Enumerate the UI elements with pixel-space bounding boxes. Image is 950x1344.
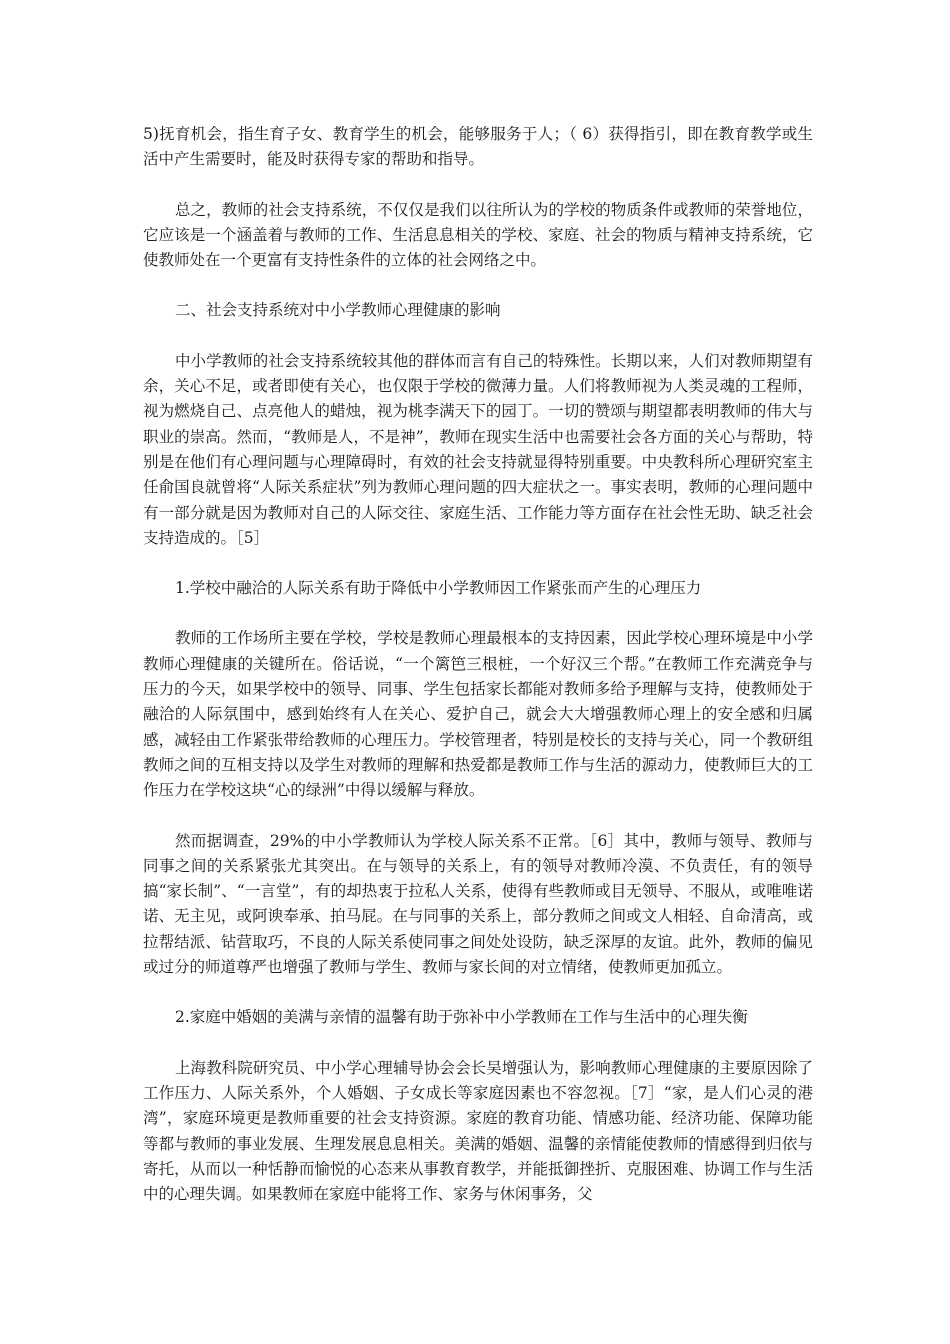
subsection-heading-1: 1.学校中融洽的人际关系有助于降低中小学教师因工作紧张而产生的心理压力 (175, 579, 702, 598)
paragraph-body: 然而据调查，29%的中小学教师认为学校人际关系不正常。［6］其中，教师与领导、教师与同事之间的关系紧张尤其突出。在与领导的关系上，有的领导对教师冷漠、不负责任，有的领导搞“家长制”、“一言堂”，有的却热衷于拉私人关系，使得有些教师或目无领导、不服从，或唯唯诺诺、无主见，或阿谀奉承、拍马屁。在与同事的关系上，部分教师之间或文人相轻、自命清高，或拉帮结派、钻营取巧，不良的人际关系使同事之间处处设防，缺乏深厚的友谊。此外，教师的偏见或过分的师道尊严也增强了教师与学生、教师与家长间的对立情绪，使教师更加孤立。 (143, 831, 813, 977)
paragraph-gap (143, 551, 813, 576)
paragraph-gap (143, 980, 813, 1005)
document-body (143, 122, 813, 1207)
subsection-heading-2: 2.家庭中婚姻的美满与亲情的温馨有助于弥补中小学教师在工作与生活中的心理失衡 (175, 1008, 748, 1027)
paragraph-gap (143, 804, 813, 829)
paragraph-gap (143, 601, 813, 626)
paragraph-gap (143, 324, 813, 349)
paragraph-gap (143, 1031, 813, 1056)
paragraph-continuation: 5)抚育机会，指生育子女、教育学生的机会，能够服务于人；（ 6）获得指引，即在教育教学或生活中产生需要时，能及时获得专家的帮助和指导。 (143, 125, 813, 169)
paragraph-body: 教师的工作场所主要在学校，学校是教师心理最根本的支持因素，因此学校心理环境是中小学教师心理健康的关键所在。俗话说，“一个篱笆三根桩，一个好汉三个帮。”在教师工作充满竞争与压力的今天，如果学校中的领导、同事、学生包括家长都能对教师多给予理解与支持，使教师处于融洽的人际氛围中，感到始终有人在关心、爱护自己，就会大大增强教师心理上的安全感和归属感，减轻由工作紧张带给教师的心理压力。学校管理者，特别是校长的支持与关心，同一个教研组教师之间的互相支持以及学生对教师的理解和热爱都是教师工作与生活的源动力，使教师巨大的工作压力在学校这块“心的绿洲”中得以缓解与释放。 (143, 629, 813, 800)
paragraph-gap (143, 173, 813, 198)
paragraph-gap (143, 273, 813, 298)
paragraph-body: 中小学教师的社会支持系统较其他的群体而言有自己的特殊性。长期以来，人们对教师期望有余，关心不足，或者即使有关心，也仅限于学校的微薄力量。人们将教师视为人类灵魂的工程师，视为燃烧自己、点亮他人的蜡烛，视为桃李满天下的园丁。一切的赞颂与期望都表明教师的伟大与职业的崇高。然而，“教师是人，不是神”，教师在现实生活中也需要社会各方面的关心与帮助，特别是在他们有心理问题与心理障碍时，有效的社会支持就显得特别重要。中央教科所心理研究室主任俞国良就曾将“人际关系症状”列为教师心理问题的四大症状之一。事实表明，教师的心理问题中有一部分就是因为教师对自己的人际交往、家庭生活、工作能力等方面存在社会性无助、缺乏社会支持造成的。［5］ (143, 351, 813, 547)
paragraph-summary: 总之，教师的社会支持系统，不仅仅是我们以往所认为的学校的物质条件或教师的荣誉地位，它应该是一个涵盖着与教师的工作、生活息息相关的学校、家庭、社会的物质与精神支持系统，它使教师处在一个更富有支持性条件的立体的社会网络之中。 (143, 200, 813, 270)
paragraph-body: 上海教科院研究员、中小学心理辅导协会会长吴增强认为，影响教师心理健康的主要原因除了工作压力、人际关系外，个人婚姻、子女成长等家庭因素也不容忽视。［7］“家，是人们心灵的港湾”，家庭环境更是教师重要的社会支持资源。家庭的教育功能、情感功能、经济功能、保障功能等都与教师的事业发展、生理发展息息相关。美满的婚姻、温馨的亲情能使教师的情感得到归依与寄托，从而以一种恬静而愉悦的心态来从事教育教学，并能抵御挫折、克服困难、协调工作与生活中的心理失调。如果教师在家庭中能将工作、家务与休闲事务，父 (143, 1058, 813, 1204)
section-heading: 二、社会支持系统对中小学教师心理健康的影响 (175, 301, 501, 320)
